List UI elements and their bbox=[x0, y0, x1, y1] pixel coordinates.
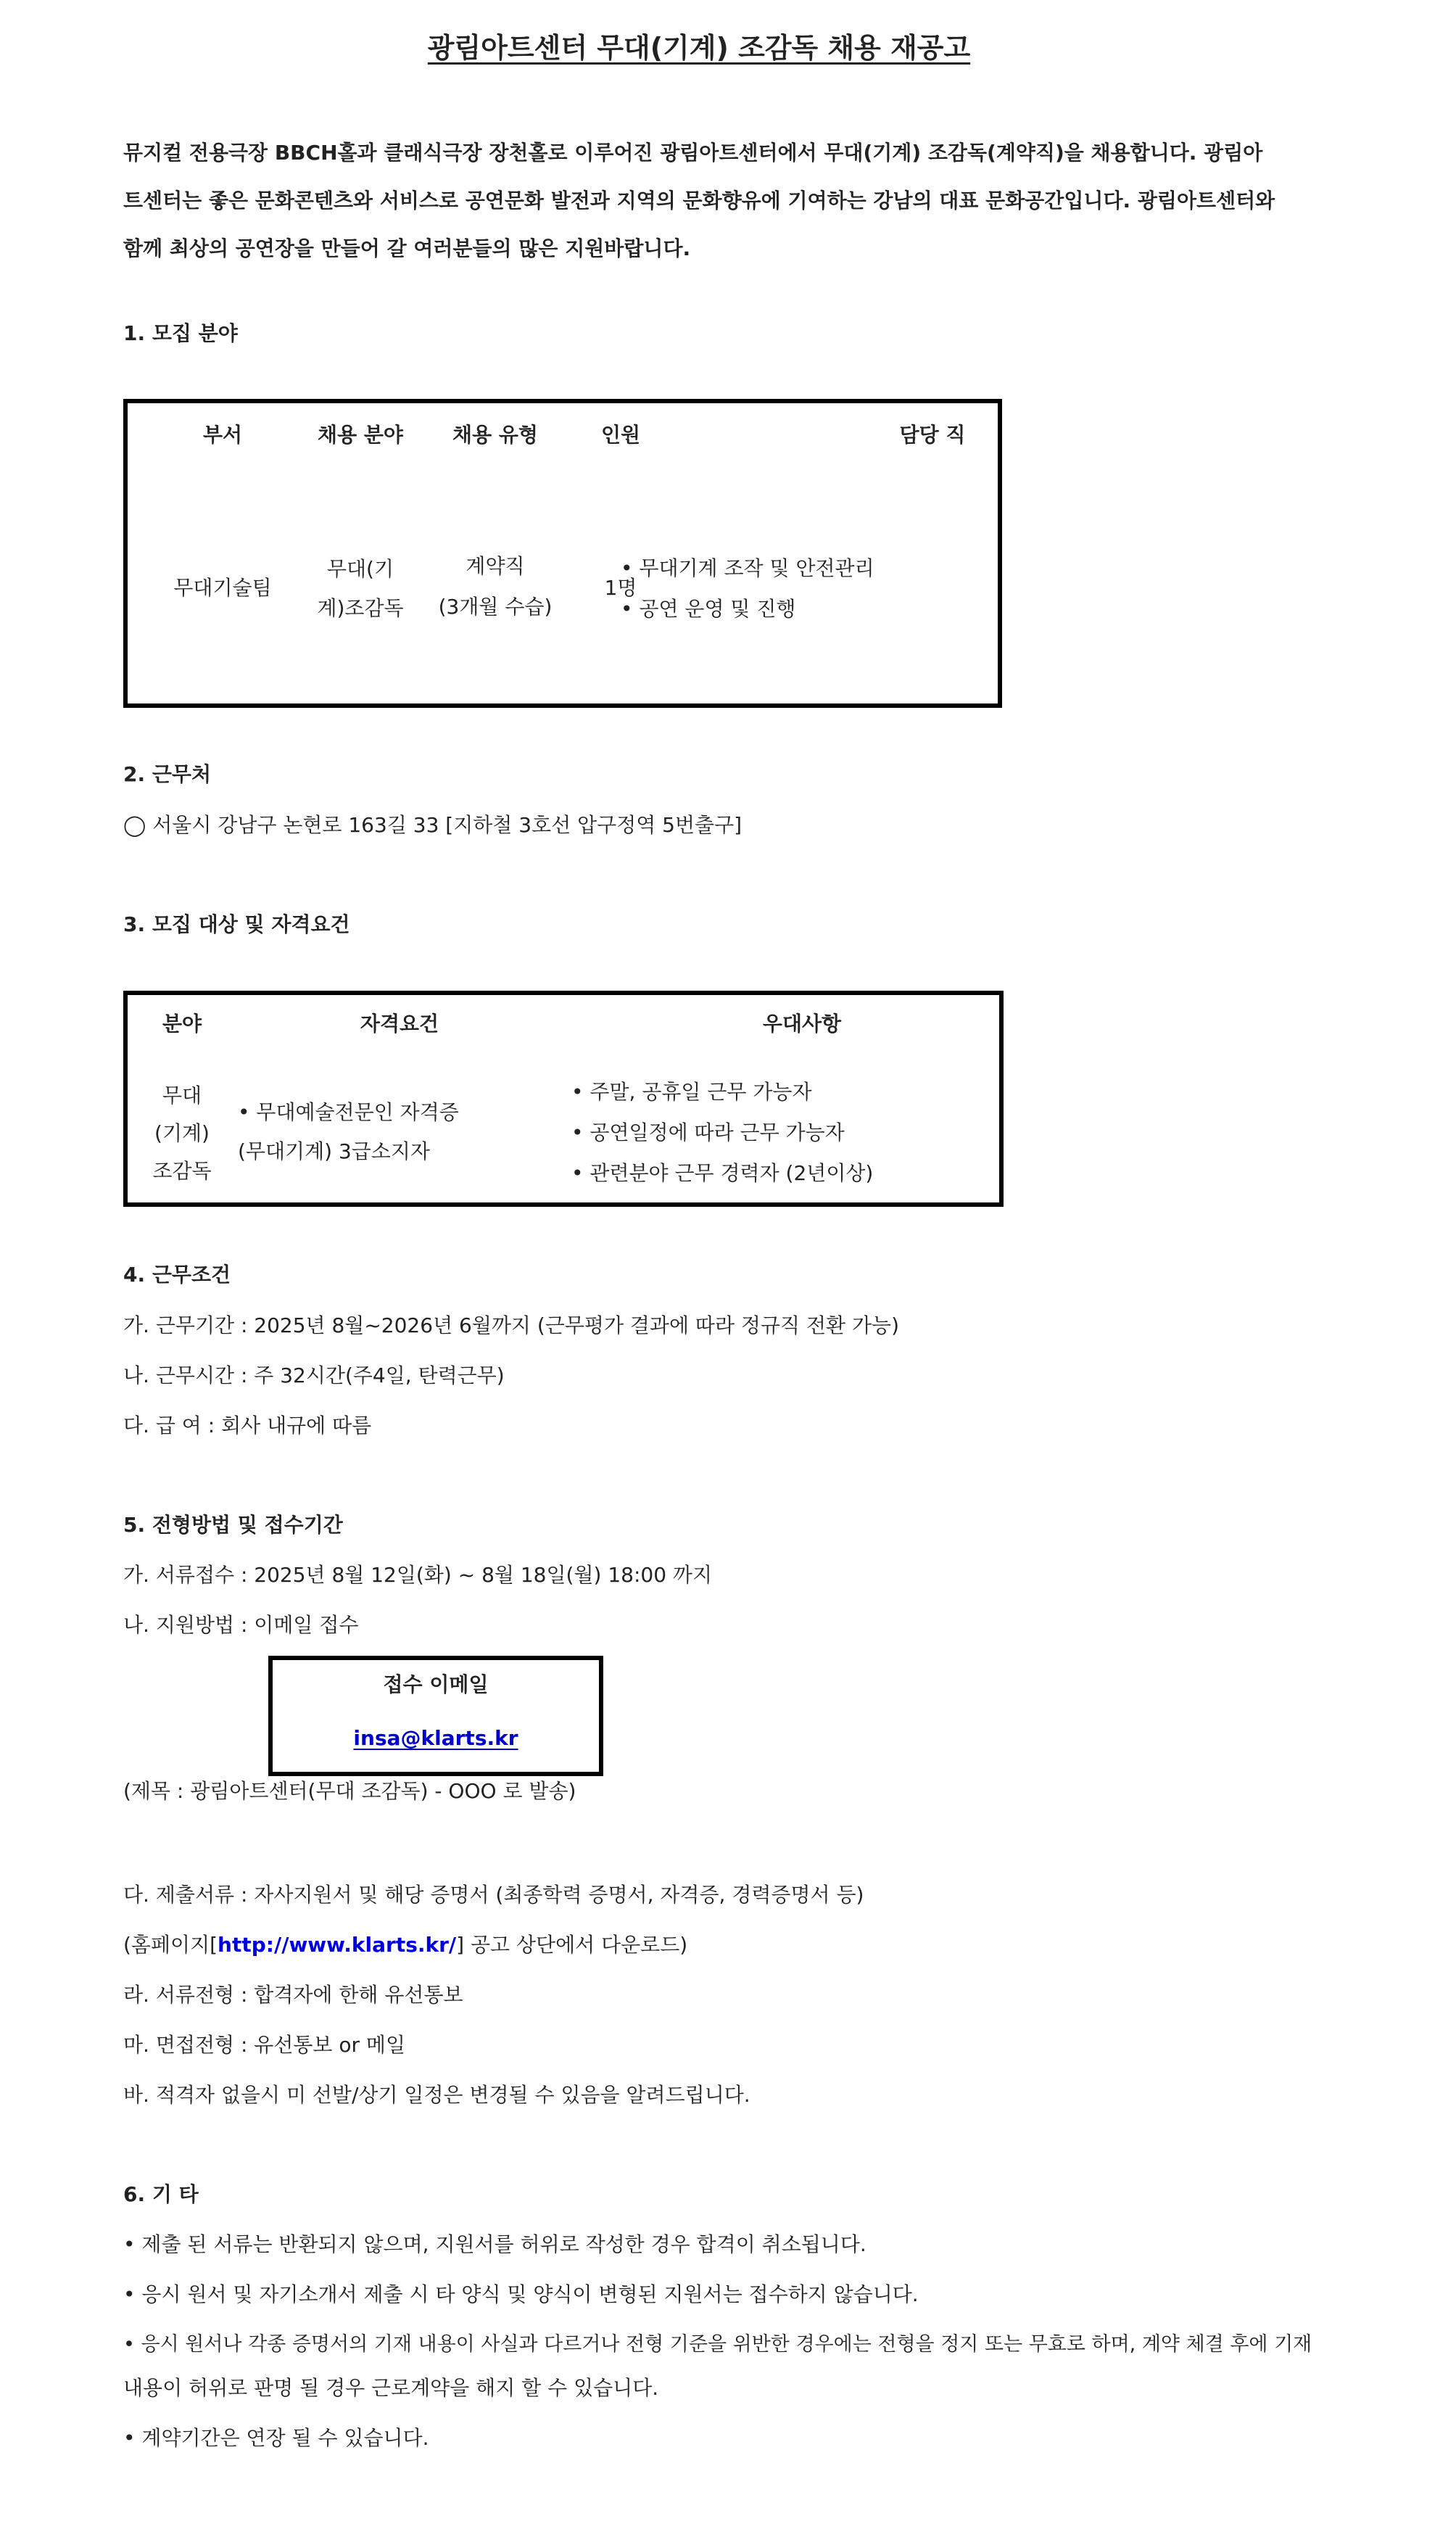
cell-area-line1: 무대 bbox=[162, 1084, 202, 1107]
table-header-duty: 담당 직 bbox=[899, 423, 966, 447]
homepage-note bbox=[123, 1931, 687, 1960]
interview-screening: 마. 면접전형 : 유선통보 or 메일 bbox=[123, 2033, 406, 2057]
application-method: 나. 지원방법 : 이메일 접수 bbox=[123, 1613, 359, 1637]
work-period: 가. 근무기간 : 2025년 8월~2026년 6월까지 (근무평가 결과에 따라 정규직 전환 가능) bbox=[123, 1313, 899, 1337]
cell-type-line2: (3개월 수습) bbox=[438, 595, 553, 619]
homepage-prefix: (홈페이지[ bbox=[123, 1933, 218, 1957]
section-3-heading: 3. 모집 대상 및 자격요건 bbox=[123, 912, 350, 936]
cell-dept: 무대기술팀 bbox=[173, 576, 272, 600]
table-header-qualification: 자격요건 bbox=[360, 1012, 439, 1036]
misc-item-3-line1: • 응시 원서나 각종 증명서의 기재 내용이 사실과 다르거나 전형 기준을 위반한 경우에는 전형을 정지 또는 무효로 하며, 계약 체결 후에 기재 bbox=[123, 2333, 1312, 2356]
cell-preference-2: • 공연일정에 따라 근무 가능자 bbox=[571, 1121, 845, 1144]
cell-field-line1: 무대(기 bbox=[326, 557, 394, 581]
salary: 다. 급 여 : 회사 내규에 따름 bbox=[123, 1414, 372, 1437]
section-1-heading: 1. 모집 분야 bbox=[123, 321, 238, 345]
cell-count: 1명 bbox=[604, 576, 637, 600]
section-2-heading: 2. 근무처 bbox=[123, 762, 212, 786]
cell-qualification-line1: • 무대예술전문인 자격증 bbox=[238, 1100, 459, 1124]
required-documents: 다. 제출서류 : 자사지원서 및 해당 증명서 (최종학력 증명서, 자격증, 경력증명서 등) bbox=[123, 1883, 864, 1907]
workplace-address: ◯ 서울시 강남구 논현로 163길 33 [지하철 3호선 압구정역 5번출구] bbox=[123, 813, 743, 837]
cell-duty-1: • 무대기계 조작 및 안전관리 bbox=[621, 556, 874, 580]
qualification-table bbox=[123, 991, 1004, 1207]
section-5-heading: 5. 전형방법 및 접수기간 bbox=[123, 1513, 343, 1537]
cell-type-line1: 계약직 bbox=[466, 554, 525, 578]
table-header-count: 인원 bbox=[600, 423, 641, 447]
recruit-field-table bbox=[123, 399, 1002, 708]
table-header-dept: 부서 bbox=[202, 423, 243, 447]
document-screening: 라. 서류전형 : 합격자에 한해 유선통보 bbox=[123, 1983, 463, 2007]
email-subject-note: (제목 : 광림아트센터(무대 조감독) - OOO 로 발송) bbox=[123, 1779, 576, 1803]
table-header-field: 채용 분야 bbox=[318, 423, 403, 447]
cell-area-line2: (기계) bbox=[154, 1121, 210, 1145]
table-header-area: 분야 bbox=[162, 1012, 202, 1036]
work-hours: 나. 근무시간 : 주 32시간(주4일, 탄력근무) bbox=[123, 1363, 505, 1387]
cell-preference-1: • 주말, 공휴일 근무 가능자 bbox=[571, 1080, 812, 1104]
email-link[interactable]: insa@klarts.kr bbox=[353, 1726, 518, 1750]
cell-qualification-line2: (무대기계) 3급소지자 bbox=[238, 1139, 430, 1163]
table-header-type: 채용 유형 bbox=[452, 423, 538, 447]
misc-item-3-line2: 내용이 허위로 판명 될 경우 근로계약을 해지 할 수 있습니다. bbox=[123, 2376, 659, 2400]
homepage-link[interactable]: http://www.klarts.kr/ bbox=[218, 1933, 457, 1957]
misc-item-1: • 제출 된 서류는 반환되지 않으며, 지원서를 허위로 작성한 경우 합격이 취소됩니다. bbox=[123, 2232, 866, 2256]
schedule-change-note: 바. 적격자 없을시 미 선발/상기 일정은 변경될 수 있음을 알려드립니다. bbox=[123, 2083, 750, 2107]
homepage-suffix: ] 공고 상단에서 다운로드) bbox=[456, 1933, 688, 1957]
misc-item-4: • 계약기간은 연장 될 수 있습니다. bbox=[123, 2426, 429, 2450]
email-box-title: 접수 이메일 bbox=[383, 1672, 489, 1696]
cell-preference-3: • 관련분야 근무 경력자 (2년이상) bbox=[571, 1161, 874, 1185]
section-4-heading: 4. 근무조건 bbox=[123, 1263, 231, 1287]
intro-paragraph: 뮤지컬 전용극장 BBCH홀과 클래식극장 장천홀로 이루어진 광림아트센터에서 무대(기계) 조감독(계약직)을 채용합니다. 광림아트센터는 좋은 문화콘텐츠와 서비스로 공연문화 발전과 지역의 문화향유에 기여하는 강남의 대표 문화공간입니다. 광림아트센터와 함께 최상의 공연장을 만들어 갈 여러분들의 많은 지원바랍니다. bbox=[123, 141, 1275, 260]
page-title: 광림아트센터 무대(기계) 조감독 채용 재공고 bbox=[427, 32, 971, 64]
misc-item-2: • 응시 원서 및 자기소개서 제출 시 타 양식 및 양식이 변형된 지원서는 접수하지 않습니다. bbox=[123, 2282, 919, 2306]
email-box bbox=[268, 1656, 603, 1776]
table-header-preference: 우대사항 bbox=[762, 1012, 842, 1036]
application-period: 가. 서류접수 : 2025년 8월 12일(화) ~ 8월 18일(월) 18:00 까지 bbox=[123, 1563, 713, 1587]
section-6-heading: 6. 기 타 bbox=[123, 2182, 199, 2206]
cell-duty-2: • 공연 운영 및 진행 bbox=[621, 597, 796, 621]
cell-field-line2: 계)조감독 bbox=[317, 596, 404, 620]
cell-area-line3: 조감독 bbox=[152, 1159, 212, 1183]
